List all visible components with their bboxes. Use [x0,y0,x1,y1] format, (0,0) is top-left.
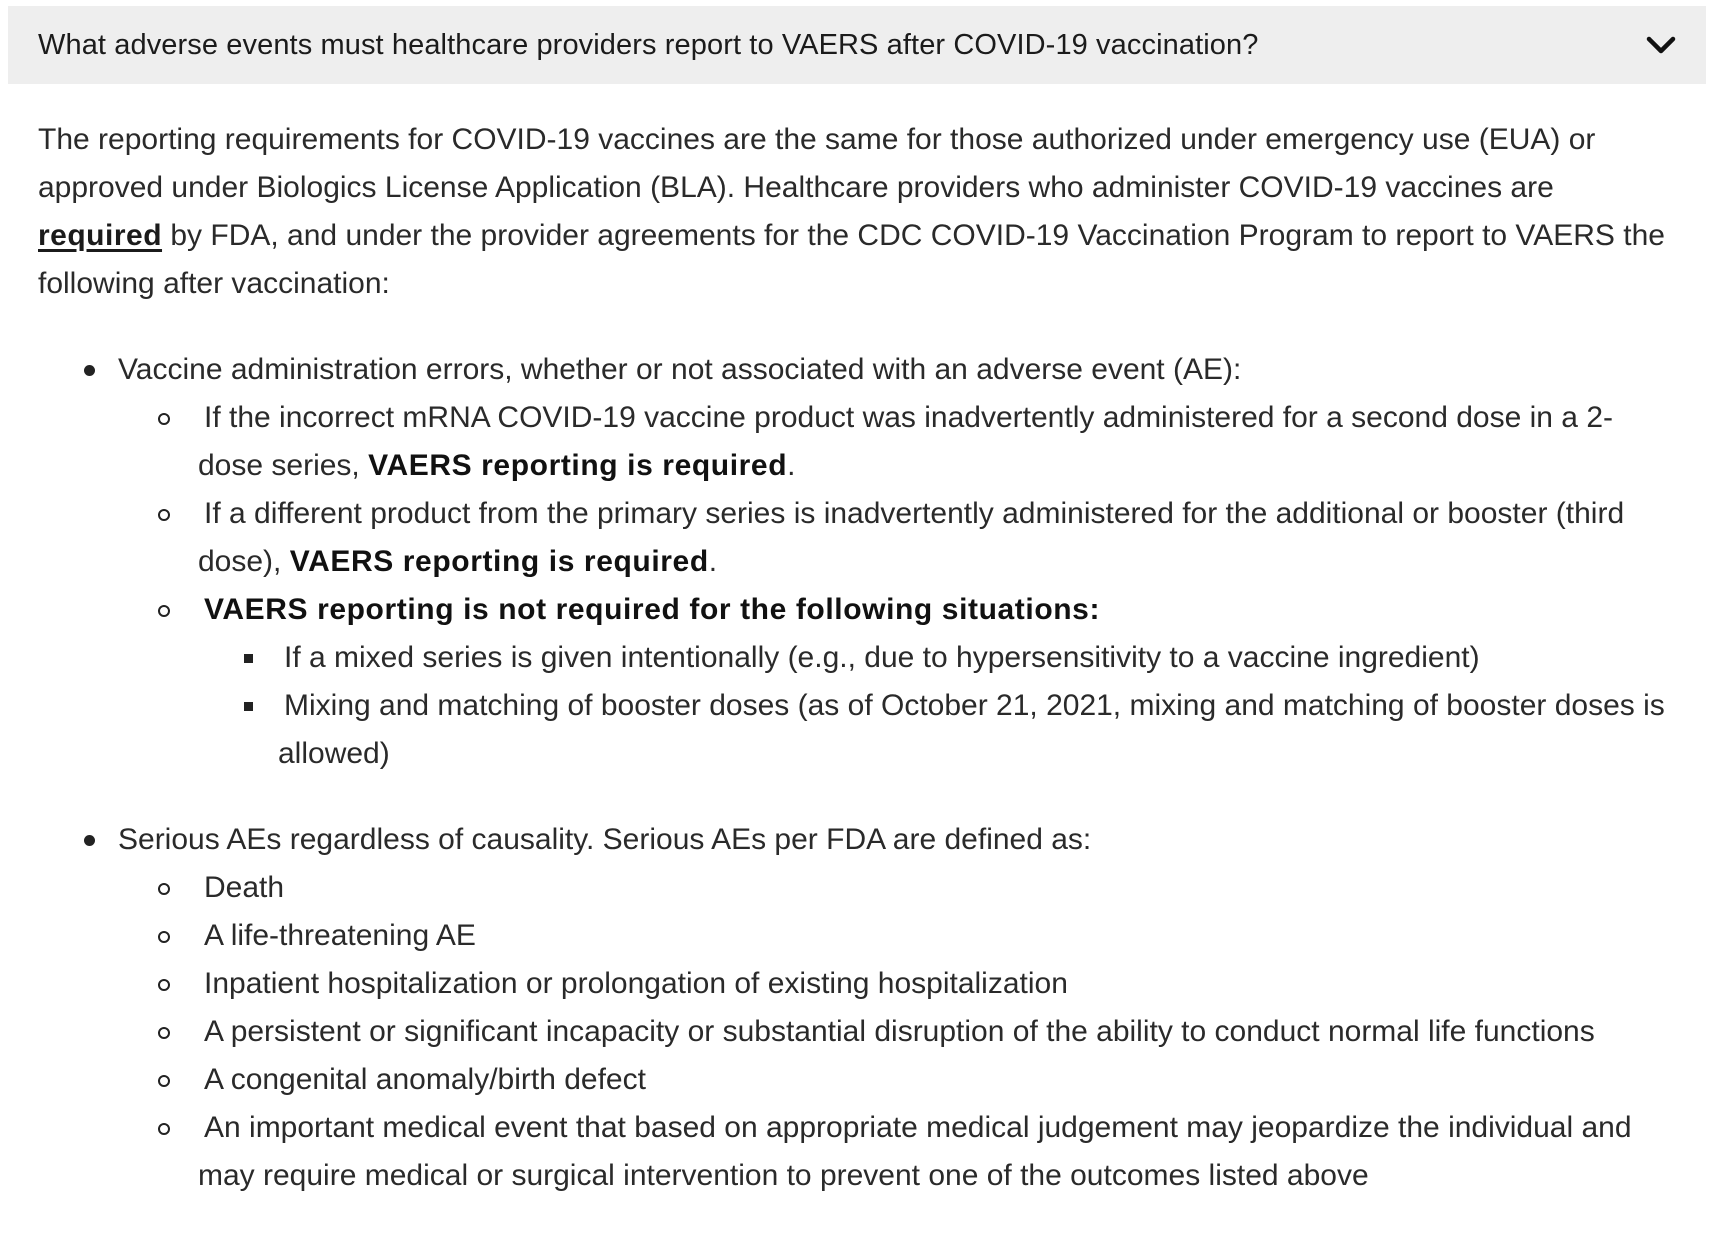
sublist-item-text: A congenital anomaly/birth defect [204,1063,646,1096]
not-required-sublist [198,634,1678,778]
reportable-events-list [38,346,1678,1200]
accordion-header[interactable] [8,6,1706,84]
bullet-circle-icon [158,979,170,991]
sublist-item [198,490,1678,586]
bullet-square-icon [244,654,253,663]
sublist-item-text: If the incorrect mRNA COVID-19 vaccine product was inadvertently administered for a second dose in a 2-dose series, [198,401,1613,482]
intro-text-end: by FDA, and under the provider agreements for the CDC COVID-19 Vaccination Program to report to VAERS the following after vaccination: [38,219,1665,300]
sublist-item [198,586,1678,778]
sublist-item [198,1008,1678,1056]
sublist-item [198,864,1678,912]
list-item-serious-aes [118,816,1678,1200]
sublist-item [278,634,1678,682]
bullet-circle-icon [158,883,170,895]
sublist-item-text: An important medical event that based on appropriate medical judgement may jeopardize the individual and may require medical or surgical intervention to prevent one of the outcomes listed above [198,1111,1632,1192]
required-link[interactable]: required [38,219,163,252]
sublist-item-text: If a mixed series is given intentionally (e.g., due to hypersensitivity to a vaccine ingredient) [284,641,1480,674]
sublist-item-text: A life-threatening AE [204,919,476,952]
accordion-body [38,116,1678,1200]
bullet-circle-icon [158,605,170,617]
emphasis-text: VAERS reporting is required [368,449,788,482]
punctuation: . [787,449,796,482]
bullet-disc-icon [84,365,95,376]
sublist-item [198,1104,1678,1200]
bullet-square-icon [244,702,253,711]
bullet-circle-icon [158,509,170,521]
admin-errors-sublist [118,394,1678,778]
bullet-circle-icon [158,1027,170,1039]
intro-paragraph [38,116,1678,308]
sublist-item-text: A persistent or significant incapacity or substantial disruption of the ability to conduct normal life functions [204,1015,1595,1048]
list-item-admin-errors [118,346,1678,778]
bullet-circle-icon [158,413,170,425]
sublist-item-text: If a different product from the primary series is inadvertently administered for the additional or booster (third dose), [198,497,1625,578]
sublist-item-text: Mixing and matching of booster doses (as of October 21, 2021, mixing and matching of booster doses is allowed) [278,689,1665,770]
sublist-item [198,912,1678,960]
emphasis-text: VAERS reporting is required [289,545,709,578]
sublist-item [198,1056,1678,1104]
intro-text-start: The reporting requirements for COVID-19 vaccines are the same for those authorized under emergency use (EUA) or approved under Biologics License Application (BLA). Healthcare providers who administer COVID-19 vaccines are [38,123,1596,204]
accordion-title: What adverse events must healthcare providers report to VAERS after COVID-19 vaccination? [38,28,1259,61]
bullet-circle-icon [158,931,170,943]
bullet-disc-icon [84,835,95,846]
punctuation: . [708,545,718,578]
chevron-down-icon[interactable] [1646,34,1676,56]
list-item-text: Serious AEs regardless of causality. Serious AEs per FDA are defined as: [118,823,1092,856]
bullet-circle-icon [158,1123,170,1135]
sublist-item [198,394,1678,490]
serious-aes-sublist [118,864,1678,1200]
list-item-text: Vaccine administration errors, whether or not associated with an adverse event (AE): [118,353,1242,386]
bullet-circle-icon [158,1075,170,1087]
sublist-item [278,682,1678,778]
sublist-item-text: Death [204,871,285,904]
sublist-item [198,960,1678,1008]
emphasis-text: VAERS reporting is not required for the following situations: [204,593,1101,626]
sublist-item-text: Inpatient hospitalization or prolongation of existing hospitalization [204,967,1068,1000]
